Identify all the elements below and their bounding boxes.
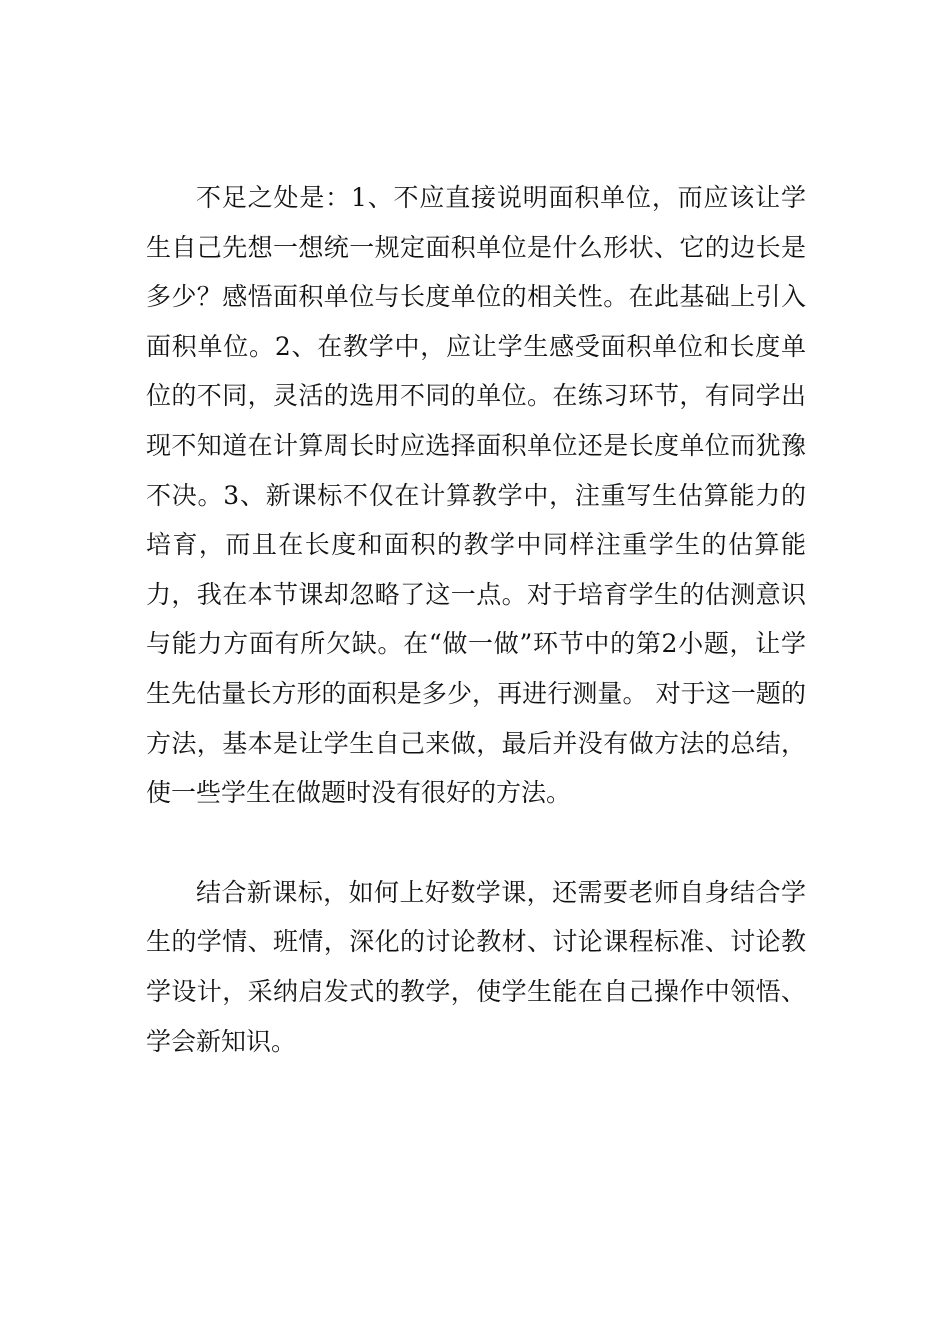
paragraph-shortcomings: 不足之处是：1、不应直接说明面积单位，而应该让学生自己先想一想统一规定面积单位是什么形状、它的边长是多少？感悟面积单位与长度单位的相关性。在此基础上引入面积单位。2、在教学中，应让学生感受面积单位和长度单位的不同，灵活的选用不同的单位。在练习环节，有同学出现不知道在计算周长时应选择面积单位还是长度单位而犹豫不决。3、新课标不仅在计算教学中，注重写生估算能力的培育，而且在长度和面积的教学中同样注重学生的估算能力，我在本节课却忽略了这一点。对于培育学生的估测意识与能力方面有所欠缺。在“做一做”环节中的第2小题，让学生先估量长方形的面积是多少，再进行测量。 对于这一题的方法，基本是让学生自己来做，最后并没有做方法的总结，使一些学生在做题时没有很好的方法。 [146, 183, 806, 808]
paragraph-conclusion: 结合新课标，如何上好数学课，还需要老师自身结合学生的学情、班情，深化的讨论教材、讨论课程标准、讨论教学设计，采纳启发式的教学，使学生能在自己操作中领悟、学会新知识。 [146, 877, 806, 1056]
document-body [146, 173, 806, 1066]
